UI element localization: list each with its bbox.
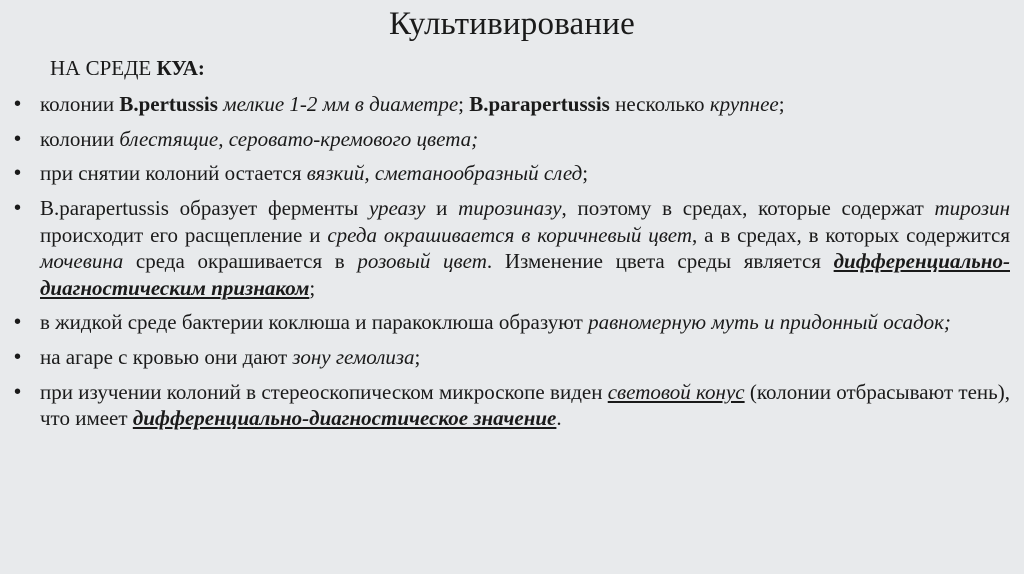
text-run: несколько xyxy=(609,92,710,116)
item-text xyxy=(40,161,588,185)
text-run: . Изменение цвета среды является xyxy=(486,249,834,274)
text-run: ; xyxy=(309,275,316,300)
italic-text: среда окрашивается в коричневый цвет xyxy=(327,222,693,247)
subheading-prefix: НА СРЕДЕ xyxy=(50,56,157,80)
bullet-icon: • xyxy=(14,311,22,334)
italic-text: зону гемолиза xyxy=(292,344,415,369)
italic-text: вязкий, сметанообразный след xyxy=(306,161,583,186)
italic-text: тирозиназу xyxy=(458,196,562,221)
bullet-list xyxy=(14,91,1010,440)
slide-title: Культивирование xyxy=(389,6,635,42)
italic-text: блестящие, серовато-кремового цвета; xyxy=(119,126,479,151)
italic-text: крупнее xyxy=(709,92,779,116)
italic-text: тирозин xyxy=(934,196,1010,221)
item-text xyxy=(40,345,420,369)
italic-underlined-text: световой конус xyxy=(607,379,745,404)
item-text xyxy=(40,92,785,116)
text-run: , а в средах, в которых содержится xyxy=(692,222,1011,247)
item-text xyxy=(40,380,1010,431)
text-run: ; xyxy=(582,161,589,186)
bold-italic-underlined-text: дифференциально-диагностическим признаком xyxy=(40,249,1010,300)
list-item xyxy=(14,344,1010,371)
list-item xyxy=(14,379,1010,432)
item-text xyxy=(40,196,1010,300)
text-run: . xyxy=(556,406,562,431)
list-item xyxy=(14,195,1010,301)
italic-text: розовый цвет xyxy=(357,249,487,274)
bold-text: B.parapertussis xyxy=(469,92,610,116)
text-run: при изучении колоний в стереоскопическом микроскопе виден xyxy=(40,379,608,404)
bold-text: B.pertussis xyxy=(119,92,218,116)
bullet-icon: • xyxy=(14,127,22,150)
item-text xyxy=(40,127,478,151)
list-item xyxy=(14,160,1010,187)
italic-text: уреазу xyxy=(368,196,426,221)
text-run: среда окрашивается в xyxy=(123,249,358,274)
item-text xyxy=(40,310,951,334)
italic-text: равномерную муть и придонный осадок; xyxy=(588,310,951,335)
text-run: и xyxy=(425,196,459,221)
bullet-icon: • xyxy=(14,197,22,220)
text-run: , поэтому в средах, которые содержат xyxy=(561,196,935,221)
subheading-medium: КУА: xyxy=(156,56,205,80)
bullet-icon: • xyxy=(14,162,22,185)
text-run: ; xyxy=(778,92,785,116)
list-item xyxy=(14,309,1010,336)
text-run: на агаре с кровью они дают xyxy=(40,344,293,369)
text-run: происходит его расщепление и xyxy=(40,222,328,247)
text-run: ; xyxy=(414,344,421,369)
text-run: при снятии колоний остается xyxy=(40,161,307,186)
bullet-icon: • xyxy=(14,345,22,368)
medium-subheading xyxy=(50,55,205,81)
list-item xyxy=(14,91,1010,118)
italic-text: мелкие 1-2 мм в диаметре xyxy=(217,92,459,116)
text-run: (колонии отбрасывают тень), что имеет xyxy=(40,379,1010,431)
text-run: ; xyxy=(458,92,470,116)
italic-text: мочевина xyxy=(40,249,124,274)
bullet-icon: • xyxy=(14,93,22,115)
text-run: колонии xyxy=(40,126,120,151)
bullet-icon: • xyxy=(14,380,22,403)
text-run: колонии xyxy=(40,92,120,116)
list-item xyxy=(14,126,1010,153)
bold-italic-underlined-text: дифференциально-диагностическое значение xyxy=(132,406,557,431)
text-run: в жидкой среде бактерии коклюша и паракоклюша образуют xyxy=(40,310,589,335)
text-run: B.parapertussis образует ферменты xyxy=(40,196,369,221)
